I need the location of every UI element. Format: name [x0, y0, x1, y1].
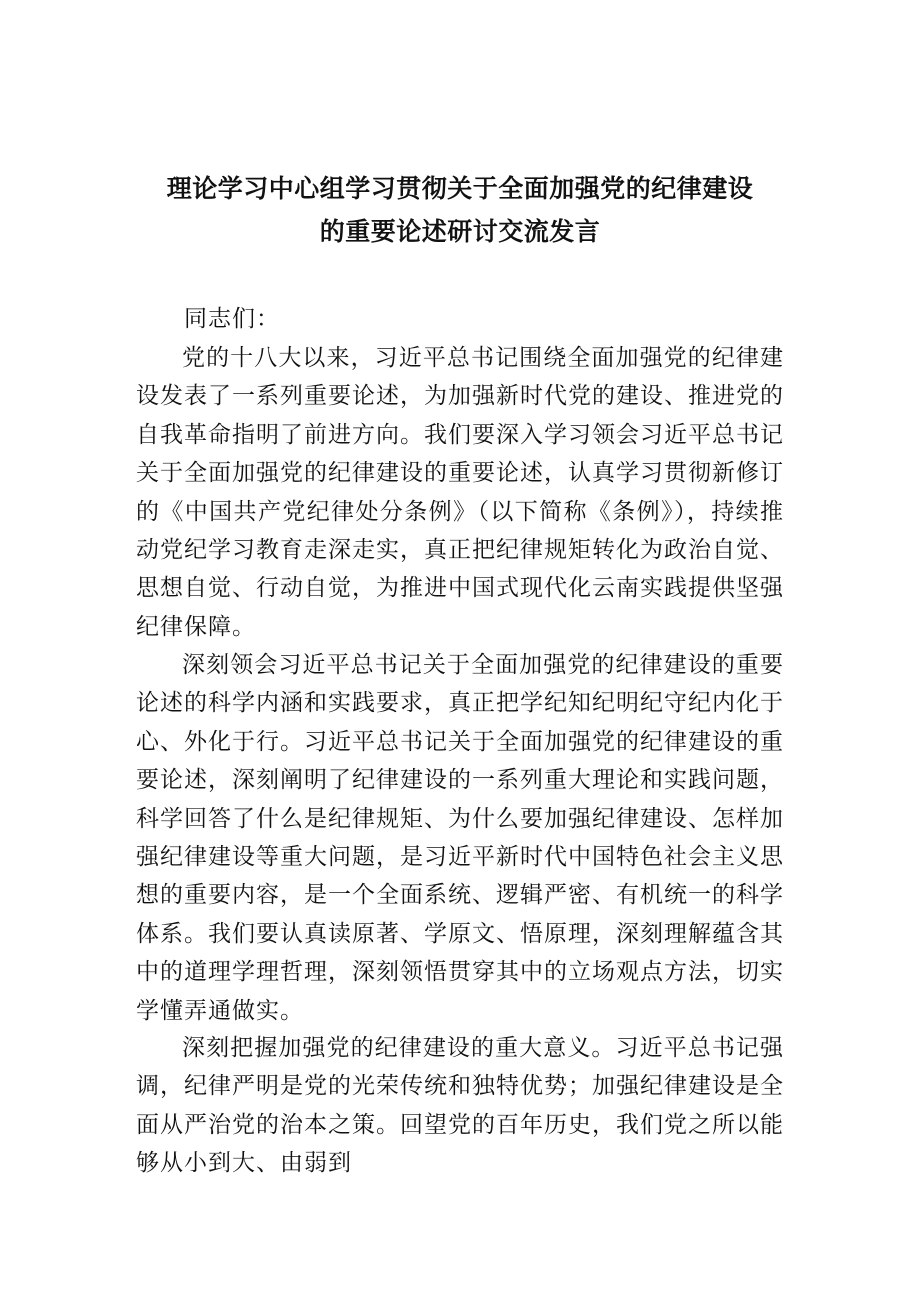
document-title-line-2: 的重要论述研讨交流发言 [319, 217, 601, 246]
paragraph-3: 深刻把握加强党的纪律建设的重大意义。习近平总书记强调，纪律严明是党的光荣传统和独特优势；加强纪律建设是全面从严治党的治本之策。回望党的百年历史，我们党之所以能够从小到大、由弱到 [136, 1035, 784, 1177]
document-title-line-1: 理论学习中心组学习贯彻关于全面加强党的纪律建设 [166, 174, 754, 203]
paragraph-2: 深刻领会习近平总书记关于全面加强党的纪律建设的重要论述的科学内涵和实践要求，真正把学纪知纪明纪守纪内化于心、外化于行。习近平总书记关于全面加强党的纪律建设的重要论述，深刻阐明了纪律建设的一系列重大理论和实践问题，科学回答了什么是纪律规矩、为什么要加强纪律建设、怎样加强纪律建设等重大问题，是习近平新时代中国特色社会主义思想的重要内容，是一个全面系统、逻辑严密、有机统一的科学体系。我们要认真读原著、学原文、悟原理，深刻理解蕴含其中的道理学理哲理，深刻领悟贯穿其中的立场观点方法，切实学懂弄通做实。 [136, 652, 784, 1024]
paragraph-1: 党的十八大以来，习近平总书记围绕全面加强党的纪律建设发表了一系列重要论述，为加强新时代党的建设、推进党的自我革命指明了前进方向。我们要深入学习领会习近平总书记关于全面加强党的纪律建设的重要论述，认真学习贯彻新修订的《中国共产党纪律处分条例》（以下简称《条例》），持续推动党纪学习教育走深走实，真正把纪律规矩转化为政治自觉、思想自觉、行动自觉，为推进中国式现代化云南实践提供坚强纪律保障。 [136, 345, 784, 640]
greeting: 同志们： [184, 306, 280, 332]
